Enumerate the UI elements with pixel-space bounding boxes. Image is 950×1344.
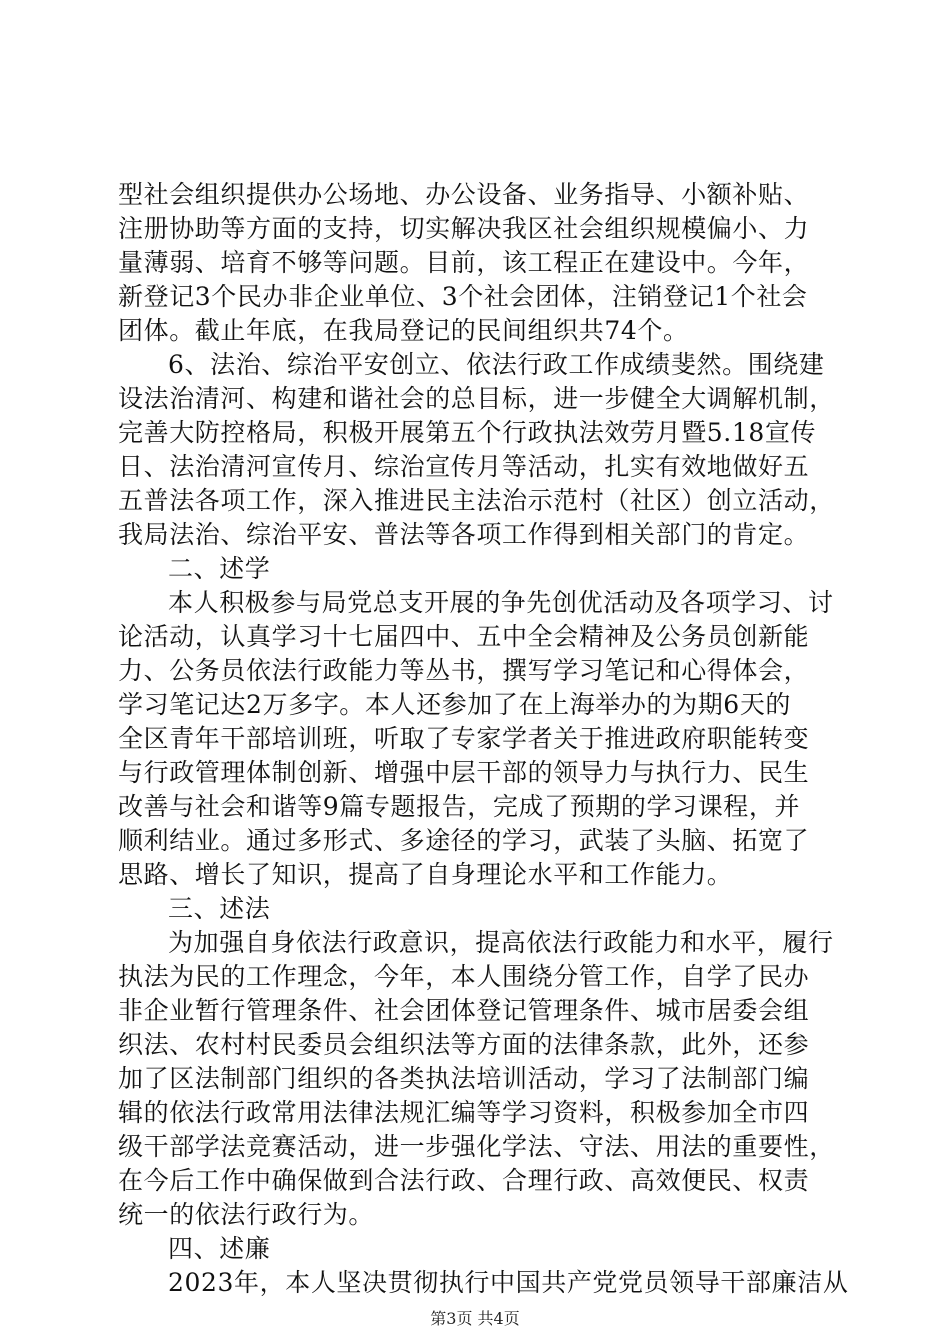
page-footer: 第3页 共4页 bbox=[430, 1309, 520, 1328]
text-line: 加了区法制部门组织的各类执法培训活动，学习了法制部门编 bbox=[118, 1064, 810, 1093]
text-line: 织法、农村村民委员会组织法等方面的法律条款，此外，还参 bbox=[118, 1030, 810, 1059]
text-line: 型社会组织提供办公场地、办公设备、业务指导、小额补贴、 bbox=[118, 180, 810, 209]
text-line: 思路、增长了知识，提高了自身理论水平和工作能力。 bbox=[118, 860, 733, 889]
text-line: 团体。截止年底，在我局登记的民间组织共74个。 bbox=[118, 316, 689, 345]
text-line: 设法治清河、构建和谐社会的总目标，进一步健全大调解机制， bbox=[118, 384, 835, 413]
text-line: 为加强自身依法行政意识，提高依法行政能力和水平，履行 bbox=[168, 928, 834, 957]
text-line: 与行政管理体制创新、增强中层干部的领导力与执行力、民生 bbox=[118, 758, 810, 787]
text-line: 6、法治、综治平安创立、依法行政工作成绩斐然。围绕建 bbox=[168, 350, 825, 379]
text-line: 本人积极参与局党总支开展的争先创优活动及各项学习、讨 bbox=[168, 588, 834, 617]
text-line: 顺利结业。通过多形式、多途径的学习，武装了头脑、拓宽了 bbox=[118, 826, 810, 855]
text-line: 完善大防控格局，积极开展第五个行政执法效劳月暨5.18宣传 bbox=[118, 418, 817, 447]
section-heading: 二、述学 bbox=[168, 554, 271, 583]
text-line: 统一的依法行政行为。 bbox=[118, 1200, 375, 1229]
text-line: 改善与社会和谐等9篇专题报告，完成了预期的学习课程，并 bbox=[118, 792, 801, 821]
text-line: 2023年，本人坚决贯彻执行中国共产党党员领导干部廉洁从 bbox=[168, 1268, 849, 1297]
text-line: 我局法治、综治平安、普法等各项工作得到相关部门的肯定。 bbox=[118, 520, 810, 549]
text-line: 在今后工作中确保做到合法行政、合理行政、高效便民、权责 bbox=[118, 1166, 810, 1195]
text-line: 执法为民的工作理念，今年，本人围绕分管工作，自学了民办 bbox=[118, 962, 810, 991]
section-heading: 四、述廉 bbox=[168, 1234, 271, 1263]
text-line: 学习笔记达2万多字。本人还参加了在上海举办的为期6天的 bbox=[118, 690, 792, 719]
text-line: 新登记3个民办非企业单位、3个社会团体，注销登记1个社会 bbox=[118, 282, 808, 311]
text-line: 非企业暂行管理条件、社会团体登记管理条件、城市居委会组 bbox=[118, 996, 810, 1025]
text-line: 级干部学法竞赛活动，进一步强化学法、守法、用法的重要性， bbox=[118, 1132, 835, 1161]
text-line: 注册协助等方面的支持，切实解决我区社会组织规模偏小、力 bbox=[118, 214, 810, 243]
text-line: 量薄弱、培育不够等问题。目前，该工程正在建设中。今年， bbox=[118, 248, 810, 277]
text-line: 力、公务员依法行政能力等丛书，撰写学习笔记和心得体会， bbox=[118, 656, 810, 685]
text-line: 论活动，认真学习十七届四中、五中全会精神及公务员创新能 bbox=[118, 622, 810, 651]
section-heading: 三、述法 bbox=[168, 894, 271, 923]
text-line: 日、法治清河宣传月、综治宣传月等活动，扎实有效地做好五 bbox=[118, 452, 810, 481]
text-line: 全区青年干部培训班，听取了专家学者关于推进政府职能转变 bbox=[118, 724, 810, 753]
text-line: 辑的依法行政常用法律法规汇编等学习资料，积极参加全市四 bbox=[118, 1098, 810, 1127]
text-line: 五普法各项工作，深入推进民主法治示范村（社区）创立活动， bbox=[118, 486, 835, 515]
